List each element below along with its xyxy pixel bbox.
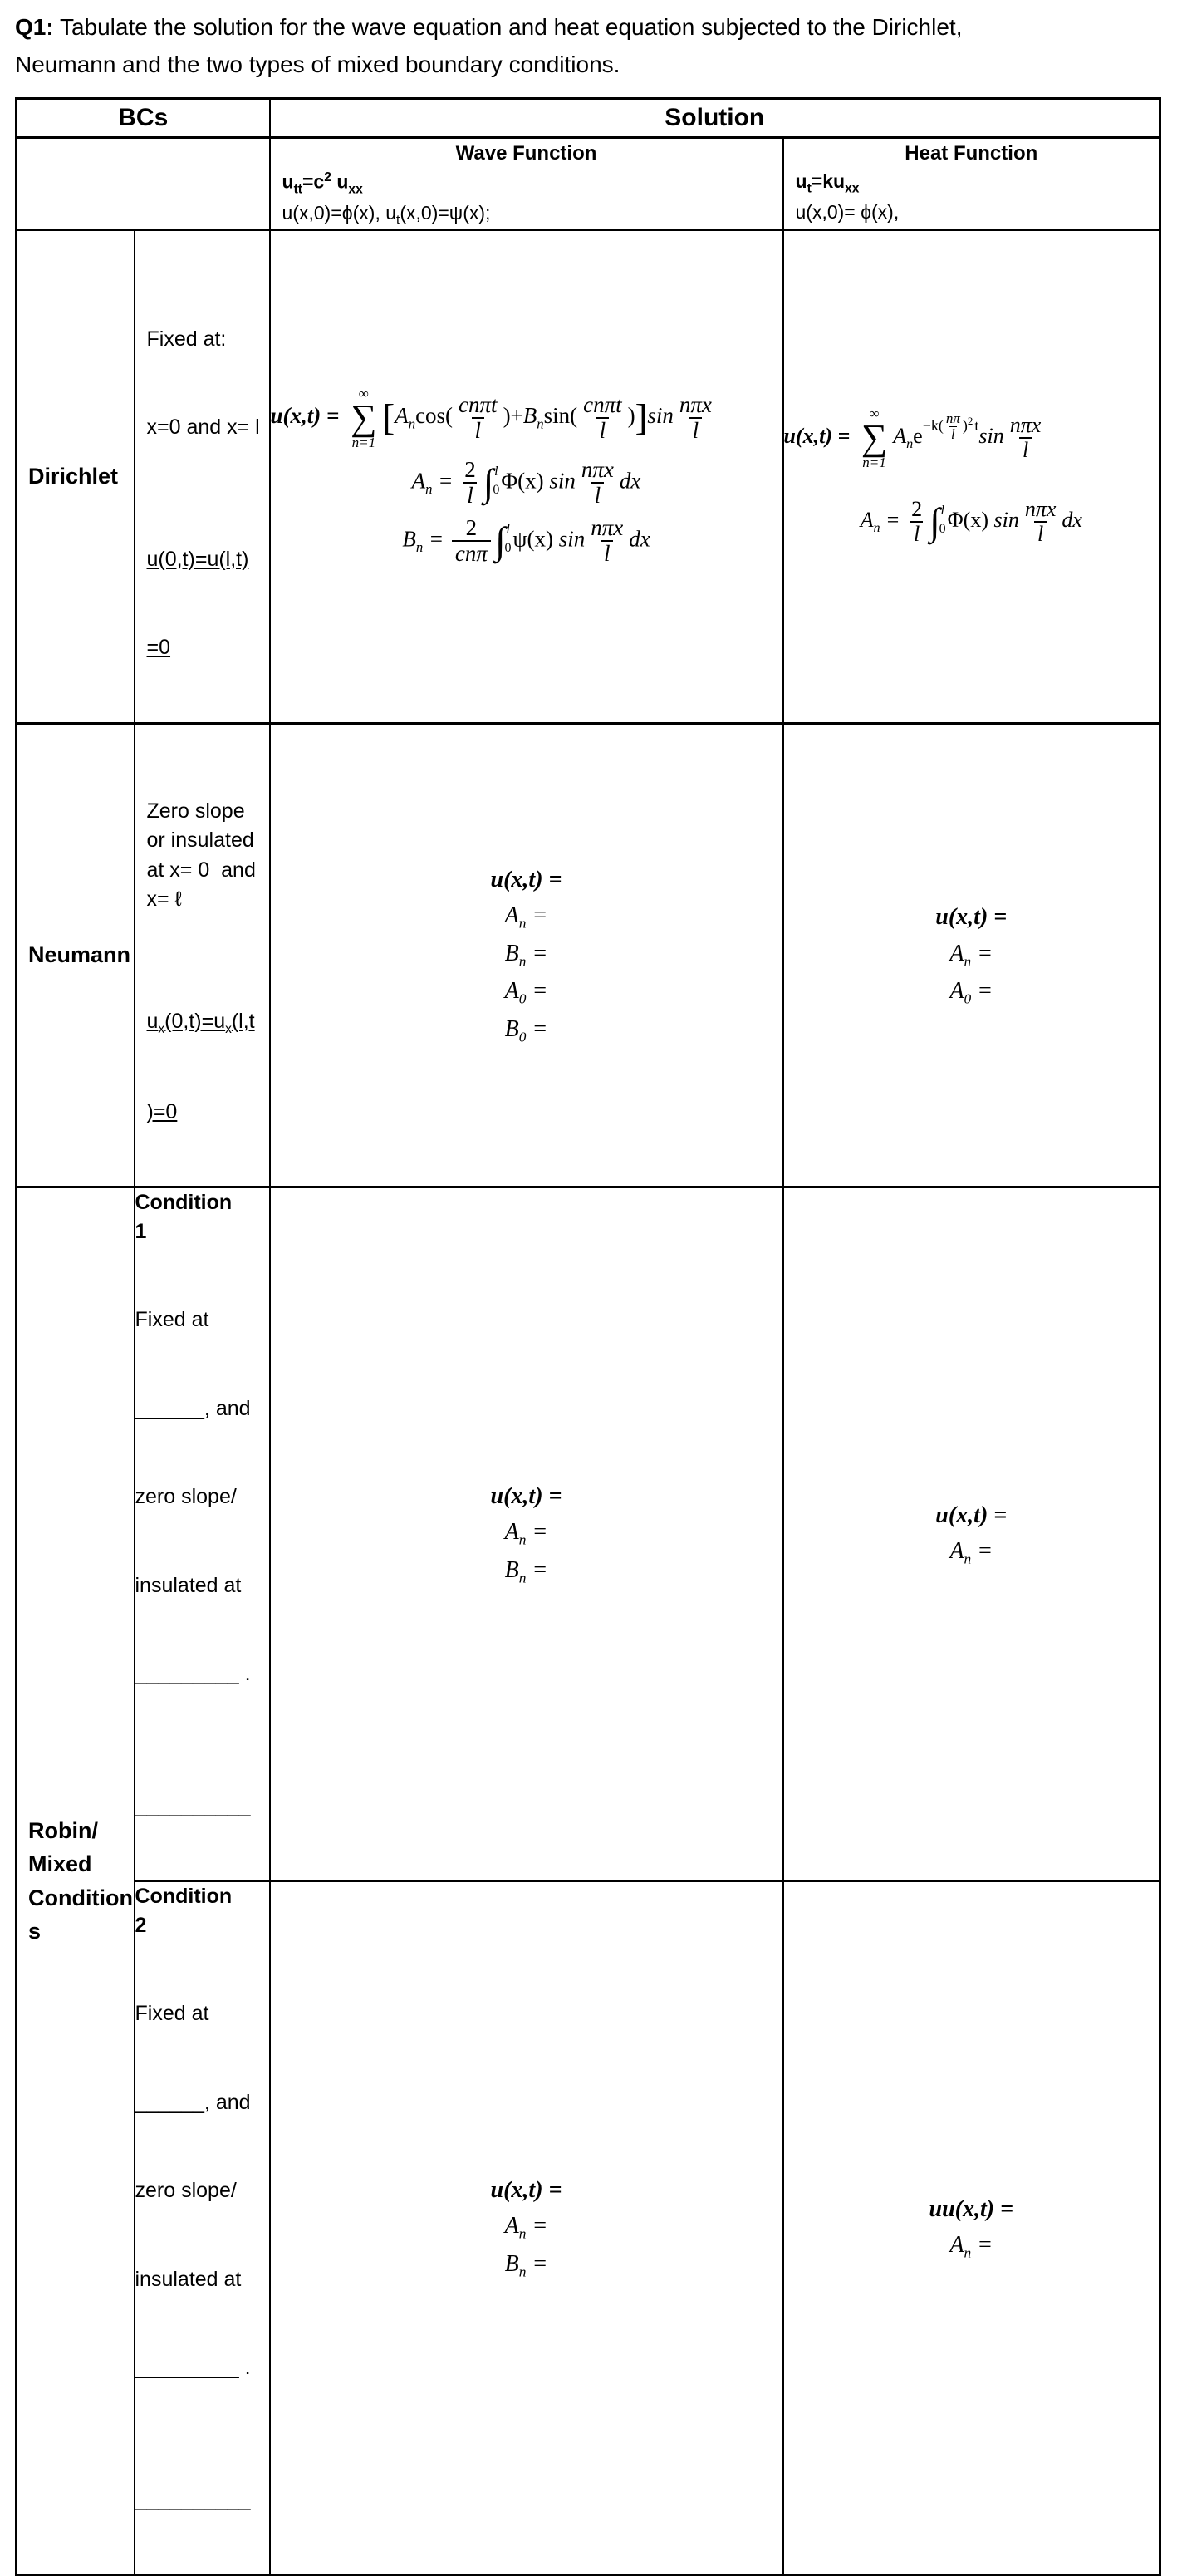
math-token: u xyxy=(795,170,807,192)
formula-placeholder xyxy=(271,2246,782,2284)
condition2-bc-cell xyxy=(135,1881,270,2575)
math-token: t xyxy=(974,416,979,434)
bc-line: insulated at xyxy=(135,2267,242,2291)
condition2-wave-cell xyxy=(270,1881,783,2575)
math-token: 2 xyxy=(464,456,476,482)
math-token: u xyxy=(282,170,294,193)
robin-label-cell xyxy=(17,1187,135,2575)
math-token: = xyxy=(526,902,548,928)
math-token: sin xyxy=(993,507,1019,532)
math-token: = xyxy=(971,940,993,966)
math-token: l xyxy=(596,417,610,443)
math-token: n xyxy=(906,437,914,452)
formula-placeholder xyxy=(271,973,782,1011)
math-token: cnπ xyxy=(452,540,491,566)
header-row-1 xyxy=(17,98,1160,137)
condition2-text xyxy=(135,1940,269,2574)
math-token: =ku xyxy=(811,170,846,192)
math-token: 2 xyxy=(911,496,923,521)
bc-line: ______, and xyxy=(135,2090,251,2114)
math-token: A xyxy=(504,902,519,928)
wave-function-header-cell xyxy=(270,137,783,229)
math-token: A xyxy=(395,402,409,428)
integral-sign xyxy=(929,499,946,543)
formula-placeholder xyxy=(784,973,1160,1011)
heat-function-title: Heat Function xyxy=(905,141,1038,165)
math-token: u(x,t) = xyxy=(783,423,856,448)
math-token: n xyxy=(518,953,527,970)
bc-line: Fixed at xyxy=(135,2002,209,2026)
formula-placeholder xyxy=(271,2172,782,2208)
heat-pde xyxy=(784,170,1160,197)
integral-glyph: ∫ xyxy=(929,499,940,543)
heading-line: 1 xyxy=(135,1220,147,1244)
bc-line: insulated at xyxy=(135,1573,242,1597)
condition2-heat-cell xyxy=(783,1881,1160,2575)
math-token: l xyxy=(940,503,944,518)
heading-line: 2 xyxy=(135,1914,147,1938)
math-token: x xyxy=(225,1021,232,1036)
wave-initial-conditions xyxy=(271,202,782,229)
sigma-glyph: ∑ xyxy=(861,417,888,459)
math-token: = xyxy=(526,1015,548,1042)
math-token: u xyxy=(331,170,349,193)
dirichlet-label: Dirichlet xyxy=(28,463,119,489)
math-token: sin xyxy=(549,468,576,493)
math-token: n xyxy=(964,1551,972,1567)
solutions-table xyxy=(15,97,1161,2576)
math-token: x xyxy=(158,1021,165,1036)
robin-condition2-row xyxy=(17,1881,1160,2575)
math-token: B xyxy=(522,402,537,428)
blank-line: __________ xyxy=(135,2487,251,2511)
condition1-text xyxy=(135,1246,269,1880)
math-token: nπx xyxy=(581,456,614,482)
math-token: xx xyxy=(845,181,860,196)
fraction xyxy=(1022,498,1060,546)
neumann-wave-cell xyxy=(270,723,783,1187)
question-title xyxy=(0,0,1177,84)
neumann-label: Neumann xyxy=(28,942,131,968)
heat-function-header-cell xyxy=(783,137,1160,229)
math-token: (0,t)=u xyxy=(164,1009,226,1033)
bc-line: Fixed at xyxy=(135,1308,209,1332)
math-token: Φ(x) xyxy=(947,507,994,532)
formula-placeholder xyxy=(271,1011,782,1050)
math-token: u(x,0)=ϕ(x), u xyxy=(282,201,397,224)
wave-function-title: Wave Function xyxy=(455,141,597,165)
robin-label xyxy=(17,1814,134,1949)
math-token: l xyxy=(591,482,605,508)
math-token: cnπt xyxy=(459,391,498,417)
math-token: 0 xyxy=(518,991,527,1007)
math-token: = xyxy=(526,2250,548,2277)
math-token: n xyxy=(518,1570,527,1586)
formula-placeholder xyxy=(784,1533,1160,1571)
bc-equation xyxy=(147,1007,264,1039)
math-token: 2 xyxy=(967,414,973,427)
math-token: l xyxy=(1019,437,1032,462)
math-token: A xyxy=(949,978,964,1004)
math-token: dx xyxy=(629,526,650,552)
wave-an-formula xyxy=(271,458,782,508)
math-token: n xyxy=(964,2244,972,2261)
math-token: xx xyxy=(348,181,363,196)
bc-equation: u(0,t)=u(l,t) xyxy=(146,547,249,571)
math-token: uu(x,t) = xyxy=(929,2195,1014,2222)
neumann-heat-cell xyxy=(783,723,1160,1187)
math-token: = xyxy=(526,978,548,1004)
heading-line: Condition xyxy=(135,1885,233,1909)
math-token: n xyxy=(518,915,527,932)
math-token: )+ xyxy=(503,402,523,428)
title-text: Tabulate the solution for the wave equation and heat equation subjected to the Dirichlet, xyxy=(53,14,963,40)
fraction xyxy=(1007,414,1045,462)
math-token: dx xyxy=(619,468,641,493)
condition1-heading xyxy=(135,1188,269,1246)
math-token: l xyxy=(689,417,703,443)
math-token: ) xyxy=(627,402,635,428)
condition1-heat-cell xyxy=(783,1187,1160,1881)
math-token: 2 xyxy=(465,514,478,540)
math-token: n xyxy=(518,1531,527,1548)
empty-header-cell xyxy=(17,137,270,229)
math-token: = xyxy=(971,2232,993,2258)
integral-sign xyxy=(483,460,500,504)
condition2-heading xyxy=(135,1882,269,1940)
left-bracket: [ xyxy=(382,396,395,438)
dirichlet-row xyxy=(17,229,1160,723)
wave-pde xyxy=(271,170,782,197)
fraction xyxy=(587,516,626,566)
condition1-bc-cell xyxy=(135,1187,270,1881)
math-token: u(x,t) = xyxy=(935,1502,1008,1528)
math-token: n xyxy=(415,538,424,555)
title-line-1 xyxy=(15,8,1160,46)
exponent xyxy=(922,410,979,443)
formula-placeholder xyxy=(271,936,782,974)
fraction xyxy=(676,393,715,443)
neumann-label-cell xyxy=(17,723,135,1187)
math-token: n xyxy=(425,480,433,497)
math-token: l xyxy=(1034,521,1047,546)
math-token: A xyxy=(893,423,907,448)
math-token: ∞ xyxy=(869,406,880,422)
math-token: l xyxy=(472,417,485,443)
heat-an-formula xyxy=(784,498,1160,546)
fraction xyxy=(455,393,501,443)
math-token: = xyxy=(423,526,449,552)
math-token: nπx xyxy=(679,391,712,417)
formula-placeholder xyxy=(784,2227,1160,2265)
bc-line: zero slope/ xyxy=(135,2179,237,2203)
question-number: Q1: xyxy=(15,14,54,40)
math-token: ∞ xyxy=(358,385,369,401)
math-token: 0 xyxy=(964,991,972,1007)
neumann-bc-text xyxy=(135,725,269,1187)
bc-line: Fixed at: xyxy=(146,327,227,351)
robin-condition1-row xyxy=(17,1187,1160,1881)
math-token: cos( xyxy=(415,402,454,428)
dirichlet-label-cell xyxy=(17,229,135,723)
math-token: n xyxy=(408,415,416,432)
math-token: t xyxy=(396,213,400,228)
math-token: A xyxy=(504,978,519,1004)
math-token: n=1 xyxy=(862,454,886,470)
summation-sign xyxy=(861,406,887,469)
integral-limits xyxy=(505,522,512,560)
math-token: n xyxy=(873,521,880,536)
math-token: 0 xyxy=(518,1029,527,1045)
math-token: n xyxy=(964,953,972,970)
math-token: (x,0)=ψ(x); xyxy=(400,201,491,224)
math-token: l xyxy=(494,464,498,479)
fraction xyxy=(944,411,962,443)
wave-solution-formula xyxy=(271,386,782,450)
formula-placeholder xyxy=(271,862,782,897)
math-token: A xyxy=(411,468,426,493)
math-token: ( xyxy=(938,416,944,434)
neumann-bc-cell xyxy=(135,723,270,1187)
label-line: Mixed xyxy=(28,1851,92,1877)
label-line: s xyxy=(28,1919,42,1944)
math-token: A xyxy=(949,940,964,966)
dirichlet-bc-text xyxy=(135,231,269,722)
math-token: 0 xyxy=(504,541,512,556)
math-token: A xyxy=(949,2232,964,2258)
bc-equation: )=0 xyxy=(146,1099,178,1123)
math-token: B xyxy=(504,1556,519,1583)
math-token: nπ xyxy=(945,410,960,426)
bcs-header-cell xyxy=(17,98,270,137)
fraction xyxy=(908,498,925,546)
math-token: 0 xyxy=(939,521,946,536)
title-line-2: Neumann and the two types of mixed boundary conditions. xyxy=(15,52,620,78)
formula-placeholder xyxy=(271,1552,782,1590)
math-token: u(x,t) = xyxy=(490,866,562,892)
math-token: A xyxy=(504,1519,519,1546)
math-token: = xyxy=(526,1519,548,1546)
fraction xyxy=(578,458,617,508)
math-token: u(x,t) = xyxy=(490,1482,562,1509)
math-token: l xyxy=(951,426,955,443)
math-token: tt xyxy=(293,181,302,196)
integral-sign xyxy=(494,519,512,563)
math-token: B xyxy=(504,2250,519,2277)
label-line: Robin/ xyxy=(28,1817,98,1843)
bc-line: ______, and xyxy=(135,1396,251,1420)
math-token: n=1 xyxy=(351,434,376,450)
bc-line: _________ . xyxy=(135,2356,251,2380)
sigma-glyph: ∑ xyxy=(351,396,377,438)
math-token: A xyxy=(860,507,874,532)
math-token: sin( xyxy=(543,402,578,428)
formula-placeholder xyxy=(784,899,1160,935)
math-token: l xyxy=(463,482,477,508)
integral-glyph: ∫ xyxy=(494,519,506,563)
math-token: sin xyxy=(978,423,1004,448)
label-line: Condition xyxy=(28,1885,133,1910)
math-token: = xyxy=(880,507,906,532)
bc-line: _________ . xyxy=(135,1662,251,1686)
integral-limits xyxy=(939,503,946,541)
math-token: A xyxy=(504,2213,519,2239)
math-token: e xyxy=(913,423,923,448)
fraction xyxy=(452,516,491,566)
math-token: A xyxy=(949,1538,964,1564)
integral-limits xyxy=(493,464,499,502)
math-token: u(x,t) = xyxy=(270,402,346,428)
header-row-2 xyxy=(17,137,1160,229)
math-token: nπx xyxy=(1009,412,1042,437)
math-token: l xyxy=(601,540,614,566)
bcs-header: BCs xyxy=(118,103,169,131)
math-token: =c xyxy=(302,170,325,193)
bc-line: zero slope/ xyxy=(135,1485,237,1509)
bc-line: Zero slope or insulated at x= 0 and x= ℓ xyxy=(146,799,262,912)
math-token: n xyxy=(537,415,544,432)
dirichlet-wave-solution-cell xyxy=(270,229,783,723)
math-token: 2 xyxy=(324,170,331,184)
wave-bn-formula xyxy=(271,516,782,566)
formula-placeholder xyxy=(271,1478,782,1514)
math-token: −k xyxy=(922,416,939,434)
math-token: n xyxy=(518,2225,527,2242)
math-token: cnπt xyxy=(583,391,622,417)
math-token: n xyxy=(518,2264,527,2280)
formula-placeholder xyxy=(784,1497,1160,1533)
condition1-wave-cell xyxy=(270,1187,783,1881)
summation-sign xyxy=(351,386,376,450)
math-token: u(x,t) = xyxy=(935,904,1008,931)
right-bracket: ] xyxy=(635,396,648,438)
math-token: = xyxy=(432,468,459,493)
solution-header: Solution xyxy=(665,103,765,131)
dirichlet-heat-solution-cell xyxy=(783,229,1160,723)
math-token: ) xyxy=(962,416,968,434)
bc-equation: =0 xyxy=(146,636,171,660)
formula-placeholder xyxy=(784,2191,1160,2227)
formula-placeholder xyxy=(271,2208,782,2246)
integral-glyph: ∫ xyxy=(483,460,494,504)
math-token: sin xyxy=(647,402,674,428)
math-token: nπx xyxy=(1024,496,1057,521)
math-token: ψ(x) xyxy=(512,526,559,552)
math-token: B xyxy=(504,1015,519,1042)
math-token: = xyxy=(971,978,993,1004)
solution-header-cell xyxy=(270,98,1160,137)
math-token: t xyxy=(807,181,812,196)
formula-placeholder xyxy=(271,897,782,936)
fraction xyxy=(580,393,625,443)
math-token: Φ(x) xyxy=(501,468,550,493)
heat-solution-formula xyxy=(784,406,1160,469)
blank-line: __________ xyxy=(135,1793,251,1817)
math-token: sin xyxy=(558,526,586,552)
math-token: = xyxy=(526,2213,548,2239)
heat-initial-conditions: u(x,0)= ϕ(x), xyxy=(795,201,900,224)
math-token: nπx xyxy=(591,514,624,540)
fraction xyxy=(461,458,479,508)
heading-line: Condition xyxy=(135,1191,233,1215)
neumann-row xyxy=(17,723,1160,1187)
formula-placeholder xyxy=(271,1514,782,1552)
math-token: = xyxy=(971,1538,993,1564)
math-token: l xyxy=(910,521,923,546)
dirichlet-bc-cell xyxy=(135,229,270,723)
math-token: l xyxy=(506,523,510,538)
math-token: = xyxy=(526,940,548,966)
math-token: = xyxy=(526,1556,548,1583)
math-token: 0 xyxy=(493,482,500,497)
math-token: u(x,t) = xyxy=(490,2176,562,2203)
math-token: (l,t xyxy=(231,1009,255,1033)
math-token: B xyxy=(504,940,519,966)
math-token: B xyxy=(402,526,416,552)
math-token: u xyxy=(146,1009,159,1033)
math-token: dx xyxy=(1062,507,1082,532)
formula-placeholder xyxy=(784,936,1160,974)
bc-line: x=0 and x= l xyxy=(146,415,260,440)
